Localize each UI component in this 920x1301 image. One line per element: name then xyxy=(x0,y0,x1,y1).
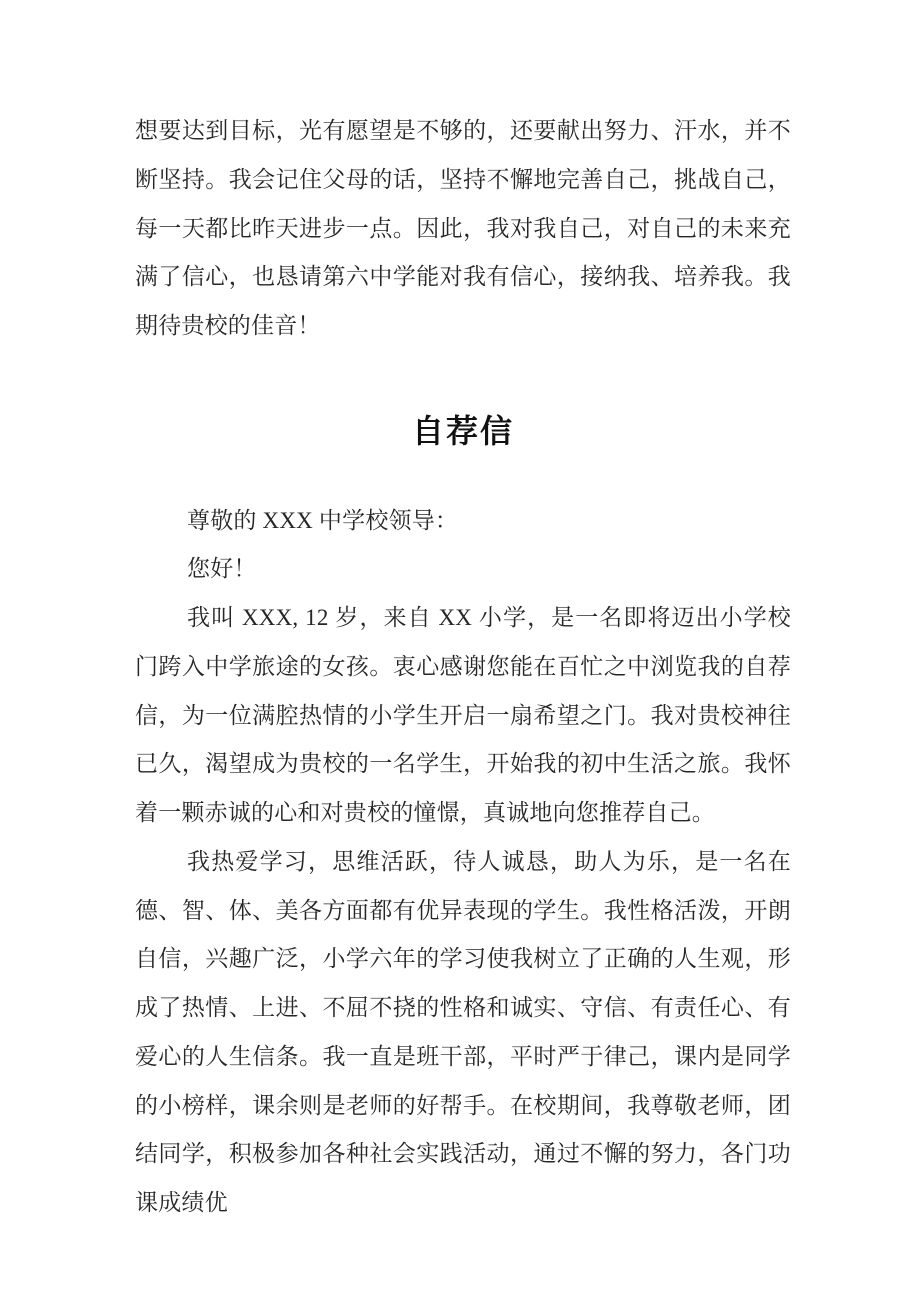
document-title: 自荐信 xyxy=(411,412,514,449)
greeting-line: 您好！ xyxy=(187,556,257,582)
paragraph-strengths: 我热爱学习，思维活跃，待人诚恳，助人为乐，是一名在德、智、体、美各方面都有优异表现的学生。我性格活泼，开朗自信，兴趣广泛，小学六年的学习使我树立了正确的人生观，形成了热情、上进、不屈不挠的性格和诚实、守信、有责任心、有爱心的人生信条。我一直是班干部，平时严于律己，课内是同学的小榜样，课余则是老师的好帮手。在校期间，我尊敬老师，团结同学，积极参加各种社会实践活动，通过不懈的努力，各门功课成绩优 xyxy=(135,848,791,1215)
paragraph-closing-continuation: 想要达到目标，光有愿望是不够的，还要献出努力、汗水，并不断坚持。我会记住父母的话，坚持不懈地完善自己，挑战自己，每一天都比昨天进步一点。因此，我对我自己，对自己的未来充满了信心，也恳请第六中学能对我有信心，接纳我、培养我。我期待贵校的佳音！ xyxy=(135,118,791,338)
salutation-line: 尊敬的 XXX 中学校领导： xyxy=(187,507,459,533)
document-content xyxy=(135,0,791,1228)
paragraph-intro: 我叫 XXX, 12 岁，来自 XX 小学，是一名即将迈出小学校门跨入中学旅途的女孩。衷心感谢您能在百忙之中浏览我的自荐信，为一位满腔热情的小学生开启一扇希望之门。我对贵校神往已久，渴望成为贵校的一名学生，开始我的初中生活之旅。我怀着一颗赤诚的心和对贵校的憧憬，真诚地向您推荐自己。 xyxy=(135,605,791,825)
